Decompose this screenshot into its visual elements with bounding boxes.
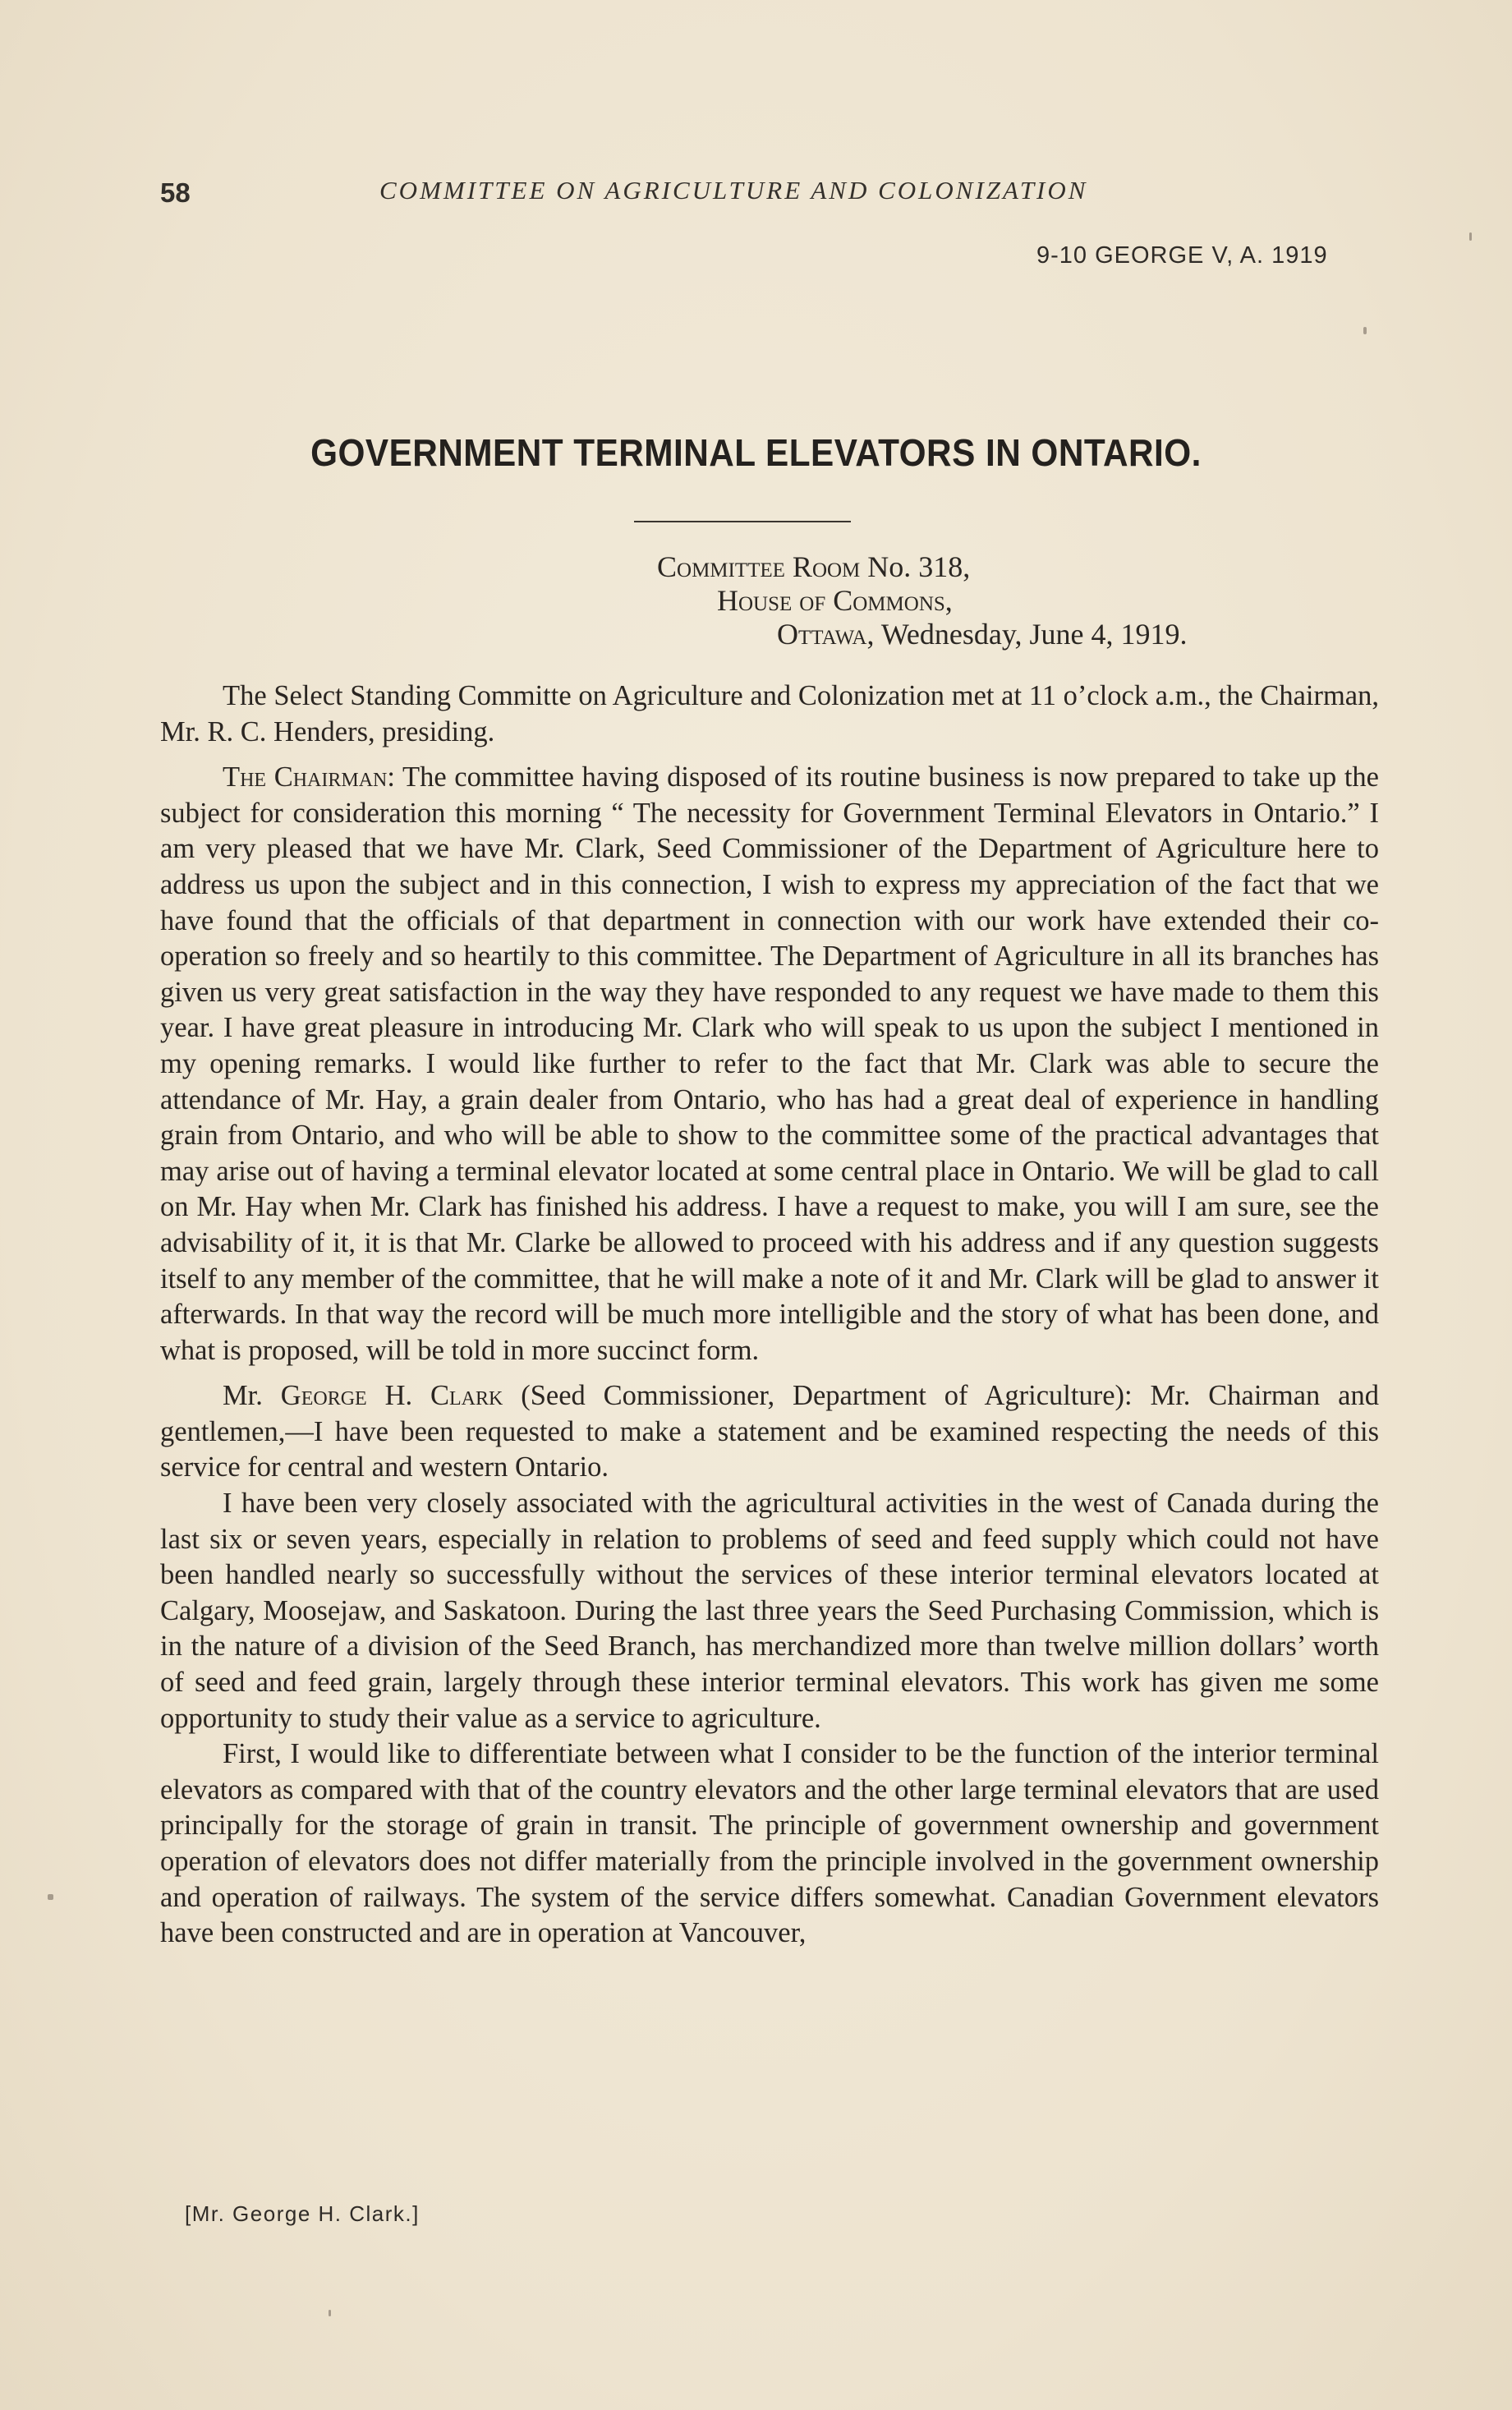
body-text [160,678,1379,1952]
dateline [657,550,1188,651]
dateline-room: Committee Room No. 318, [657,550,971,583]
paragraph-intro: The Select Standing Committe on Agriculture and Colonization met at 11 o’clock a.m., the Chairman, Mr. R. C. Henders, presiding. [160,680,1379,747]
paper-speck [48,1894,53,1900]
title-divider [634,521,851,522]
page-number: 58 [160,177,191,208]
paper-speck [1363,327,1367,334]
dateline-date: Ottawa, Wednesday, June 4, 1919. [777,618,1188,651]
paper-speck [329,2310,331,2316]
speaker-chairman: The Chairman [223,761,388,793]
speaker-footer: [Mr. George H. Clark.] [185,2201,420,2226]
paragraph-canada: I have been very closely associated with the agricultural activities in the west of Canada during the last six or seven years, especially in relation to problems of seed and feed supply which could not have been handled nearly so successfully without the services of these interior terminal elevators located at Calgary, Moosejaw, and Saskatoon. During the last three years the Seed Purchasing Commission, which is in the nature of a division of the Seed Branch, has merchandized more than twelve million dollars’ worth of seed and feed grain, largely through these interior terminal elevators. This work has given me some opportunity to study their value as a service to agriculture. [160,1488,1379,1734]
paragraph-chairman: The Chairman: The committee having disposed of its routine business is now prepared to take up the subject for consideration this morning “ The necessity for Government Terminal Elevators in Ontario.” I am very pleased that we have Mr. Clark, Seed Commissioner of the Department of Agriculture here to address us upon the subject and in this connection, I wish to express my appreciation of the fact that we have found that the officials of that department in connection with our work have extended their co-operation so freely and so heartily to this committee. The Department of Agriculture in all its branches has given us very great satisfaction in the way they have responded to any request we have made to them this year. I have great pleasure in introducing Mr. Clark who will speak to us upon the subject I mentioned in my opening remarks. I would like further to refer to the fact that Mr. Clark was able to secure the attendance of Mr. Hay, a grain dealer from Ontario, who has had a great deal of experience in handling grain from Ontario, and who will be able to show to the committee some of the practical advantages that may arise out of having a terminal elevator located at some central place in Ontario. We will be glad to call on Mr. Hay when Mr. Clark has finished his address. I have a request to make, you will I am sure, see the advisability of it, it is that Mr. Clarke be allowed to proceed with his address and if any question suggests itself to any member of the committee, that he will make a note of it and Mr. Clark will be glad to answer it afterwards. In that way the record will be much more intelligible and the story of what has been done, and what is proposed, will be told in more succinct form. [160,761,1379,1366]
running-head: COMMITTEE ON AGRICULTURE AND COLONIZATION [379,176,1088,205]
page-title: GOVERNMENT TERMINAL ELEVATORS IN ONTARIO. [310,431,1202,474]
paragraph-clark-intro: Mr. George H. Clark (Seed Commissioner, Department of Agriculture): Mr. Chairman and gentlemen,—I have been requested to make a statement and be examined respecting the needs of this service for central and western Ontario. [160,1380,1379,1483]
paper-speck [1469,232,1472,241]
dateline-house: House of Commons, [717,584,953,617]
session-reference: 9-10 GEORGE V, A. 1919 [1036,242,1328,269]
paragraph-first: First, I would like to differentiate between what I consider to be the function of the interior terminal elevators as compared with that of the country elevators and the other large terminal elevators that are used principally for the storage of grain in transit. The principle of government ownership and government operation of elevators does not differ materially from the principle involved in the government ownership and operation of railways. The system of the service differs somewhat. Canadian Government elevators have been constructed and are in operation at Vancouver, [160,1738,1379,1949]
speaker-clark: George H. Clark [280,1380,503,1412]
